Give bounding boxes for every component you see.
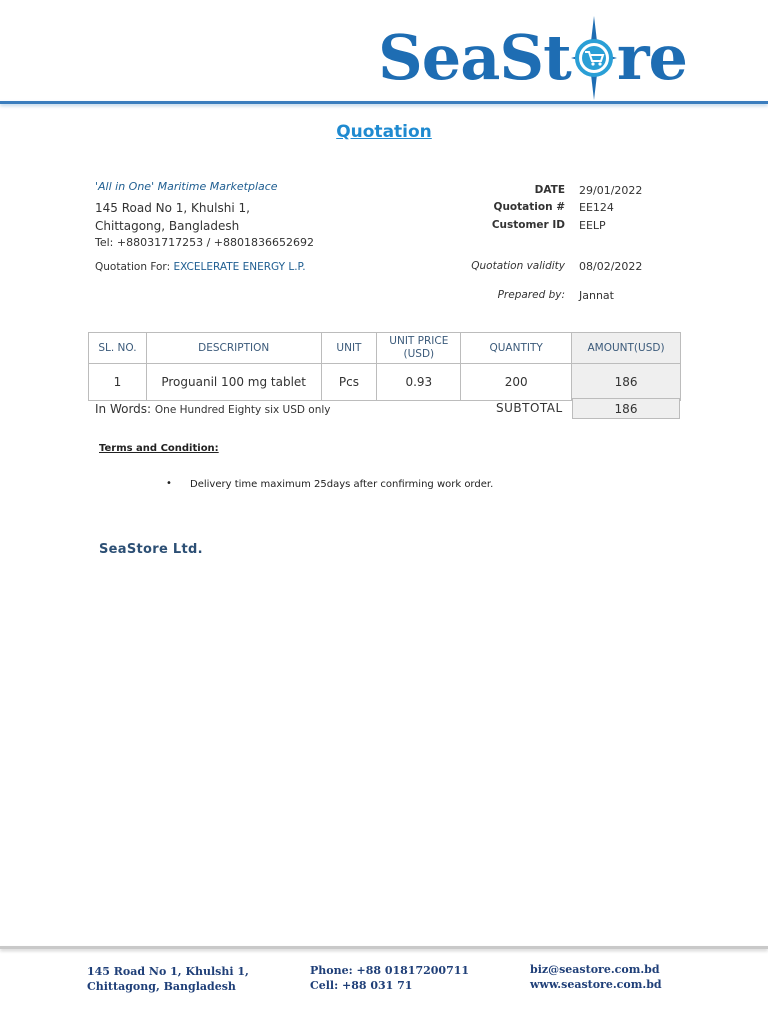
signature: SeaStore Ltd. [99, 542, 203, 557]
page-title: Quotation [336, 122, 432, 142]
date-value: 29/01/2022 [579, 184, 643, 197]
in-words [95, 402, 331, 416]
header-sl: SL. NO. [89, 333, 147, 364]
header-unit-price-line2: (USD) [403, 348, 435, 360]
footer-address-line2: Chittagong, Bangladesh [87, 980, 236, 993]
header-unit-price [377, 333, 461, 364]
cell-description: Proguanil 100 mg tablet [146, 364, 321, 401]
subtotal-value: 186 [572, 398, 680, 419]
cell-unit: Pcs [321, 364, 377, 401]
company-tel: Tel: +88031717253 / +8801836652692 [95, 236, 314, 249]
cell-sl: 1 [89, 364, 147, 401]
customer-id-label: Customer ID [491, 219, 565, 231]
cell-unit-price: 0.93 [377, 364, 461, 401]
company-tagline: 'All in One' Maritime Marketplace [95, 180, 278, 193]
validity-value: 08/02/2022 [579, 260, 643, 273]
header-quantity: QUANTITY [461, 333, 572, 364]
in-words-value: One Hundred Eighty six USD only [154, 404, 331, 416]
compass-cart-icon [571, 18, 617, 98]
date-label: DATE [534, 184, 565, 196]
customer-id-value: EELP [579, 219, 606, 232]
quotation-number-value: EE124 [579, 201, 614, 214]
cell-amount: 186 [572, 364, 681, 401]
header-description: DESCRIPTION [146, 333, 321, 364]
prepared-by-label: Prepared by: [497, 289, 565, 301]
header-unit: UNIT [321, 333, 377, 364]
footer-address [87, 964, 249, 994]
quotation-number-label: Quotation # [493, 201, 565, 213]
header-amount: AMOUNT(USD) [572, 333, 681, 364]
terms-heading: Terms and Condition: [99, 443, 219, 454]
footer-web-link[interactable]: www.seastore.com.bd [530, 978, 662, 991]
company-address-line2: Chittagong, Bangladesh [95, 219, 240, 233]
footer-cell: Cell: +88 031 71 [310, 979, 413, 992]
company-address-line1: 145 Road No 1, Khulshi 1, [95, 201, 250, 215]
items-table [88, 332, 681, 401]
logo-text-left: SeaSt [378, 21, 571, 94]
header-divider [0, 101, 768, 104]
table-row [89, 364, 681, 401]
terms-item: Delivery time maximum 25days after confirming work order. [190, 479, 494, 490]
quotation-for [95, 261, 306, 273]
footer-contacts [530, 962, 662, 992]
logo-wordmark [378, 18, 687, 98]
footer-address-line1: 145 Road No 1, Khulshi 1, [87, 965, 249, 978]
footer-phones [310, 963, 469, 993]
logo-text-right: re [616, 21, 687, 94]
quotation-for-label: Quotation For: [95, 261, 174, 273]
header-unit-price-line1: UNIT PRICE [389, 335, 449, 347]
quotation-for-company: EXCELERATE ENERGY L.P. [173, 261, 306, 273]
bullet-icon: • [166, 478, 172, 489]
footer-phone: Phone: +88 01817200711 [310, 964, 470, 977]
prepared-by-value: Jannat [579, 289, 614, 302]
cell-quantity: 200 [461, 364, 572, 401]
in-words-label: In Words: [95, 402, 155, 416]
footer-divider [0, 946, 768, 949]
table-header-row [89, 333, 681, 364]
footer-email-link[interactable]: biz@seastore.com.bd [530, 963, 660, 976]
subtotal-label: SUBTOTAL [496, 401, 563, 415]
validity-label: Quotation validity [471, 260, 565, 272]
